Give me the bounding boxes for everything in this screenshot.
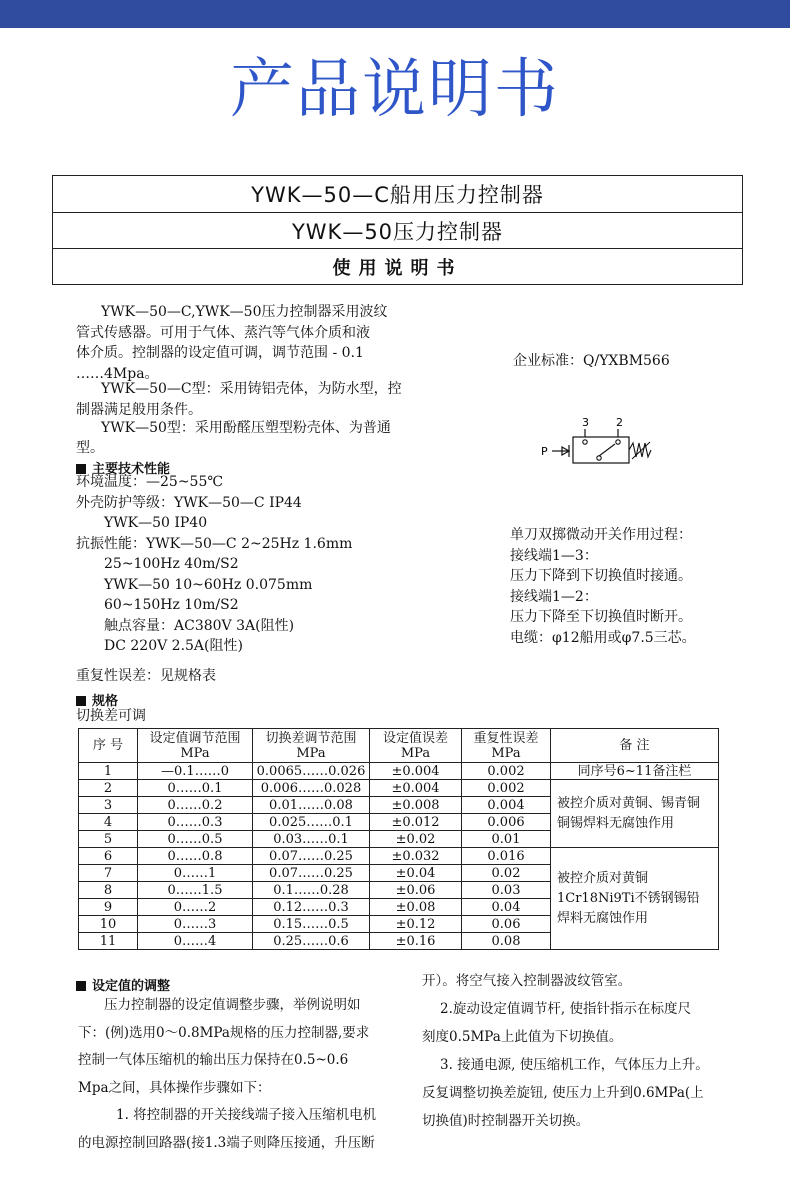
table-cell: 0.03……0.1 [253,831,370,848]
col-header-no: 序 号 [79,729,138,763]
table-cell: 0.06 [462,916,551,933]
adjust-left-line: 控制一气体压缩机的输出压力保持在0.5~0.6 [78,1052,349,1068]
tech-line: 25~100Hz 40m/S2 [104,556,239,572]
intro-line: YWK—50—C型：采用铸铝壳体，为防水型，控 [101,381,402,397]
table-cell: ±0.12 [370,916,462,933]
table-cell: 11 [79,933,138,950]
note-cell: 被控介质对黄铜、锡青铜铜锡焊料无腐蚀作用 [551,780,719,848]
tech-line: 抗振性能：YWK—50—C 2~25Hz 1.6mm [76,535,353,552]
adjust-right-line: 反复调整切换差旋钮, 使压力上升到0.6MPa(上 [422,1085,704,1101]
table-cell: 0……0.1 [138,780,253,797]
table-cell: ±0.012 [370,814,462,831]
switch-line: 电缆：φ12船用或φ7.5三芯。 [510,629,696,646]
table-row [79,848,719,865]
tech-line: DC 220V 2.5A(阻性) [104,638,243,654]
table-cell: ±0.004 [370,763,462,780]
col-header-diff: 切换差调节范围 MPa [253,729,370,763]
col-header-rep: 重复性误差 MPa [462,729,551,763]
table-cell: ±0.04 [370,865,462,882]
table-cell: ±0.02 [370,831,462,848]
table-cell: 8 [79,882,138,899]
col-header-range: 设定值调节范围 MPa [138,729,253,763]
adjust-right-line: 刻度0.5MPa上此值为下切换值。 [422,1029,623,1045]
table-cell: 0……0.5 [138,831,253,848]
tech-heading: 主要技术性能 [76,458,170,477]
manual-subtitle: 使用说明书 [53,248,742,284]
table-cell: 0.01 [462,831,551,848]
spec-table [78,728,719,950]
product-name-marine: YWK—50—C船用压力控制器 [251,183,544,207]
pressure-port-label: P [541,445,548,458]
table-cell: 0……0.8 [138,848,253,865]
tech-line: YWK—50 IP40 [104,515,208,531]
adjust-right-line: 开）。将空气接入控制器波纹管室。 [422,973,632,989]
adjust-right-line: 切换值)时控制器开关切换。 [422,1113,590,1129]
bullet-square-icon [76,696,86,706]
note-cell: 同序号6~11备注栏 [551,763,719,780]
product-name: YWK—50压力控制器 [53,212,742,248]
adjust-left-line: 1. 将控制器的开关接线端子接入压缩机电机 [116,1107,377,1123]
table-cell: 2 [79,780,138,797]
table-cell: 0.25……0.6 [253,933,370,950]
table-cell: 0.006 [462,814,551,831]
table-cell: 0.03 [462,882,551,899]
table-cell: 0.08 [462,933,551,950]
switch-symbol-diagram [536,412,656,472]
intro-line: 型。 [76,440,104,456]
spec-heading: 规格 [76,690,118,709]
page-title: 产品说明书 [230,53,560,127]
adjust-right-line: 2.旋动设定值调节杆, 使指针指示在标度尺 [440,1001,691,1017]
table-cell: 0.07……0.25 [253,848,370,865]
repeat-error-line: 重复性误差：见规格表 [76,668,216,684]
table-cell: 0.002 [462,780,551,797]
table-cell: 7 [79,865,138,882]
table-cell: 0.07……0.25 [253,865,370,882]
table-cell: 0.1……0.28 [253,882,370,899]
table-cell: ±0.004 [370,780,462,797]
table-row [79,780,719,797]
intro-line: 体介质。控制器的设定值可调，调节范围 - 0.1 [76,345,364,361]
table-row [79,763,719,780]
table-cell: 9 [79,899,138,916]
terminal-2-label: 2 [616,416,623,429]
table-cell: 6 [79,848,138,865]
table-cell: 5 [79,831,138,848]
table-cell: 0.01……0.08 [253,797,370,814]
table-cell: 4 [79,814,138,831]
col-header-err: 设定值误差 MPa [370,729,462,763]
adjust-left-line: 下：(例)选用0～0.8MPa规格的压力控制器,要求 [78,1024,370,1041]
tech-line: 环境温度：—25~55℃ [76,474,224,490]
table-cell: 0.12……0.3 [253,899,370,916]
tech-line: 触点容量：AC380V 3A(阻性) [104,617,295,634]
enterprise-standard: 企业标准：Q/YXBM566 [513,353,670,369]
table-cell: ±0.08 [370,899,462,916]
tech-line: YWK—50 10~60Hz 0.075mm [104,576,313,593]
table-cell: 0……1 [138,865,253,882]
switch-line: 接线端1—3： [510,547,598,564]
table-cell: 0.004 [462,797,551,814]
switch-line: 单刀双掷微动开关作用过程： [510,527,692,543]
switch-line: 接线端1—2： [510,588,598,605]
table-cell: 0.006……0.028 [253,780,370,797]
table-cell: 0.025……0.1 [253,814,370,831]
table-cell: —0.1……0 [138,763,253,780]
table-cell: 1 [79,763,138,780]
product-header-box [52,175,743,285]
table-cell: 0……0.2 [138,797,253,814]
col-header-note: 备 注 [551,729,719,763]
table-cell: 0.15……0.5 [253,916,370,933]
intro-line: 管式传感器。可用于气体、蒸汽等气体介质和液 [76,324,370,341]
table-cell: 0……2 [138,899,253,916]
top-banner [0,0,790,28]
table-cell: 0.02 [462,865,551,882]
table-cell: 0.04 [462,899,551,916]
table-cell: 10 [79,916,138,933]
note-cell: 被控介质对黄铜1Cr18Ni9Ti不锈钢锡铅焊料无腐蚀作用 [551,848,719,950]
table-cell: 0.0065……0.026 [253,763,370,780]
table-cell: ±0.06 [370,882,462,899]
tech-line: 60~150Hz 10m/S2 [104,597,239,613]
adjust-right-line: 3. 接通电源, 使压缩机工作，气体压力上升。 [440,1057,709,1073]
table-cell: ±0.032 [370,848,462,865]
intro-line: 制器满足般用条件。 [76,401,202,418]
adjust-left-line: Mpa之间，具体操作步骤如下： [78,1079,271,1096]
table-cell: 0……3 [138,916,253,933]
bullet-square-icon [76,981,86,991]
terminal-3-label: 3 [582,416,589,429]
spec-subheading: 切换差可调 [76,708,146,724]
table-cell: ±0.16 [370,933,462,950]
table-cell: 0……4 [138,933,253,950]
table-cell: ±0.008 [370,797,462,814]
adjust-left-line: 压力控制器的设定值调整步骤，举例说明如 [104,997,361,1013]
intro-line: YWK—50—C,YWK—50压力控制器采用波纹 [101,304,388,320]
switch-line: 压力下降到下切换值时接通。 [510,568,692,584]
table-cell: 0.002 [462,763,551,780]
tech-line: 外壳防护等级：YWK—50—C IP44 [76,494,302,511]
table-header-row [79,729,719,763]
table-cell: 0.016 [462,848,551,865]
table-cell: 3 [79,797,138,814]
switch-line: 压力下降至下切换值时断开。 [510,609,692,625]
table-cell: 0……1.5 [138,882,253,899]
table-cell: 0……0.3 [138,814,253,831]
intro-line: ……4Mpa。 [76,365,159,382]
adjust-heading: 设定值的调整 [76,975,170,994]
intro-line: YWK—50型：采用酚醛压塑型粉壳体、为普通 [101,420,391,436]
adjust-left-line: 的电源控制回路器(接1.3端子则降压接通，升压断 [78,1134,375,1151]
